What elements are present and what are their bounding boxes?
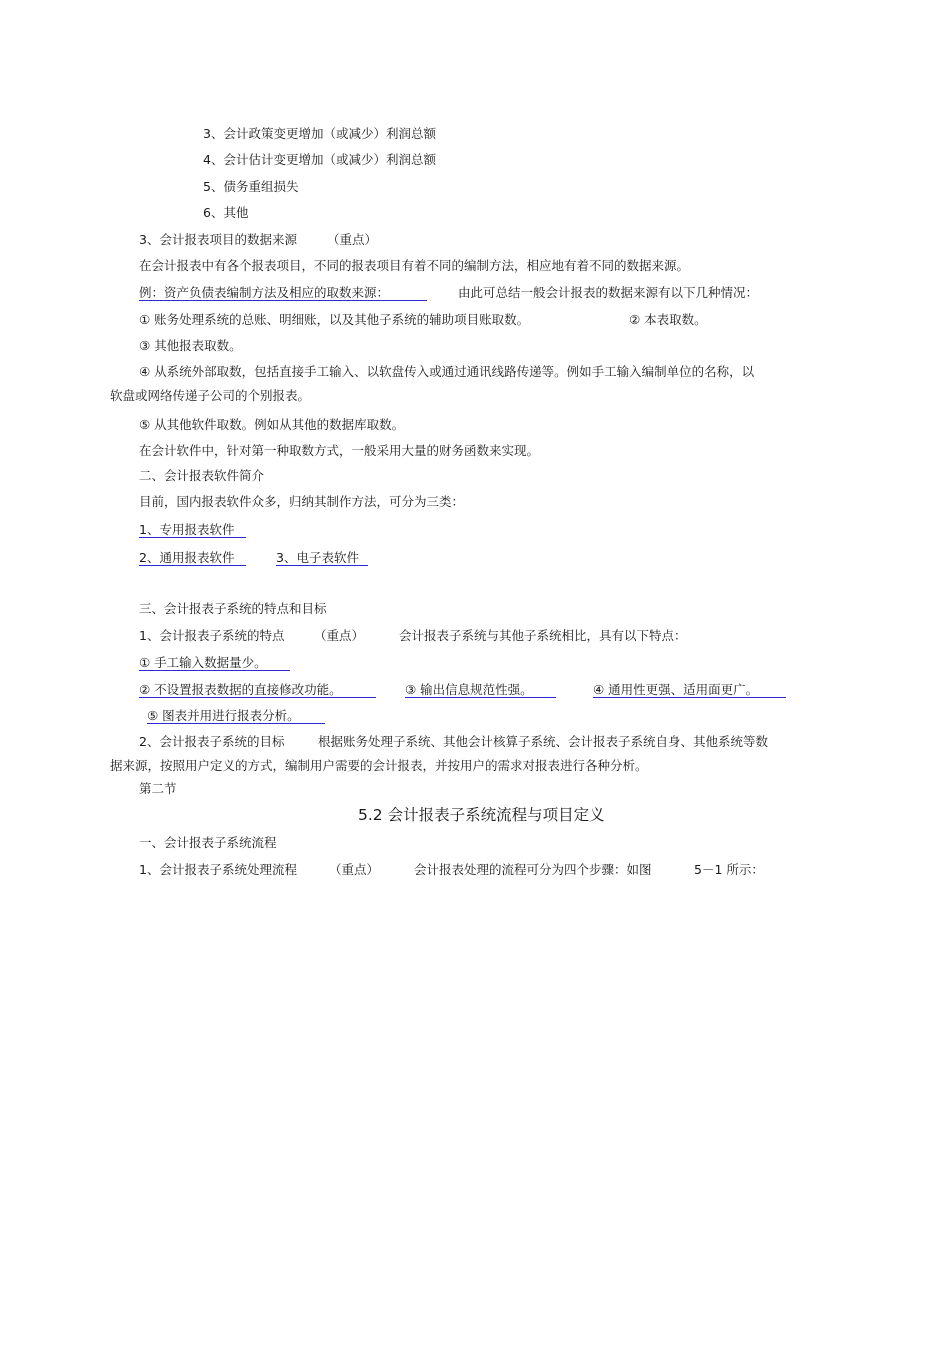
feature-item: ③ 输出信息规范性强。 [405,682,533,697]
emphasis-tag: （重点） [327,232,378,247]
section-heading: 二、会计报表软件简介 [139,468,265,483]
feature-underline [139,697,376,698]
section-heading: 一、会计报表子系统流程 [139,835,277,850]
list-item: 3、会计政策变更增加（或减少）利润总额 [203,126,436,141]
list-item: 6、其他 [203,205,249,220]
source-item-continuation: 软盘或网络传递子公司的个别报表。 [110,388,311,403]
feature-item: ② 不设置报表数据的直接修改功能。 [139,682,342,697]
paragraph: 会计报表子系统与其他子系统相比，具有以下特点： [399,628,687,643]
feature-item: ① 手工输入数据量少。 [139,655,267,670]
section-title: 5.2 会计报表子系统流程与项目定义 [358,806,605,824]
paragraph: 由此可总结一般会计报表的数据来源有以下几种情况： [458,285,759,300]
example-underline [139,300,427,301]
paragraph-continuation: 据来源，按照用户定义的方式，编制用户需要的会计报表，并按用户的需求对报表进行各种分析。 [110,758,648,773]
figure-reference: 5－1 所示： [694,862,764,877]
sub-heading: 1、会计报表子系统处理流程 [139,862,297,877]
data-source-heading: 3、会计报表项目的数据来源 [139,232,297,247]
paragraph: 在会计报表中有各个报表项目，不同的报表项目有着不同的编制方法，相应地有着不同的数据来源。 [139,258,690,273]
feature-item: ⑤ 图表并用进行报表分析。 [147,708,300,723]
feature-item: ④ 通用性更强、适用面更广。 [593,682,759,697]
feature-underline [405,697,556,698]
software-type-underline [276,565,368,566]
software-type: 2、通用报表软件 [139,550,235,565]
section-label: 第二节 [139,781,177,796]
sub-heading: 2、会计报表子系统的目标 [139,734,285,749]
software-type-underline [139,565,246,566]
section-heading: 三、会计报表子系统的特点和目标 [139,601,327,616]
source-item: ② 本表取数。 [629,312,707,327]
paragraph: 根据账务处理子系统、其他会计核算子系统、会计报表子系统自身、其他系统等数 [318,734,769,749]
paragraph: 在会计软件中，针对第一种取数方式，一般采用大量的财务函数来实现。 [139,443,540,458]
list-item: 4、会计估计变更增加（或减少）利润总额 [203,152,436,167]
list-item: 5、债务重组损失 [203,179,299,194]
example-link-text: 例：资产负债表编制方法及相应的取数来源： [139,285,390,300]
feature-underline [147,723,325,724]
feature-underline [593,697,786,698]
software-type: 3、电子表软件 [276,550,359,565]
source-item: ⑤ 从其他软件取数。例如从其他的数据库取数。 [139,417,405,432]
emphasis-tag: （重点） [314,628,365,643]
feature-underline [139,670,290,671]
source-item: ③ 其他报表取数。 [139,338,242,353]
paragraph: 目前，国内报表软件众多，归纳其制作方法，可分为三类： [139,494,465,509]
software-type: 1、专用报表软件 [139,522,235,537]
emphasis-tag: （重点） [329,862,380,877]
sub-heading: 1、会计报表子系统的特点 [139,628,285,643]
source-item: ④ 从系统外部取数，包括直接手工输入、以软盘传入或通过通讯线路传递等。例如手工输入编制单位的名称，以 [139,364,755,379]
source-item: ① 账务处理系统的总账、明细账，以及其他子系统的辅助项目账取数。 [139,312,530,327]
software-type-underline [139,537,246,538]
paragraph: 会计报表处理的流程可分为四个步骤：如图 [414,862,652,877]
